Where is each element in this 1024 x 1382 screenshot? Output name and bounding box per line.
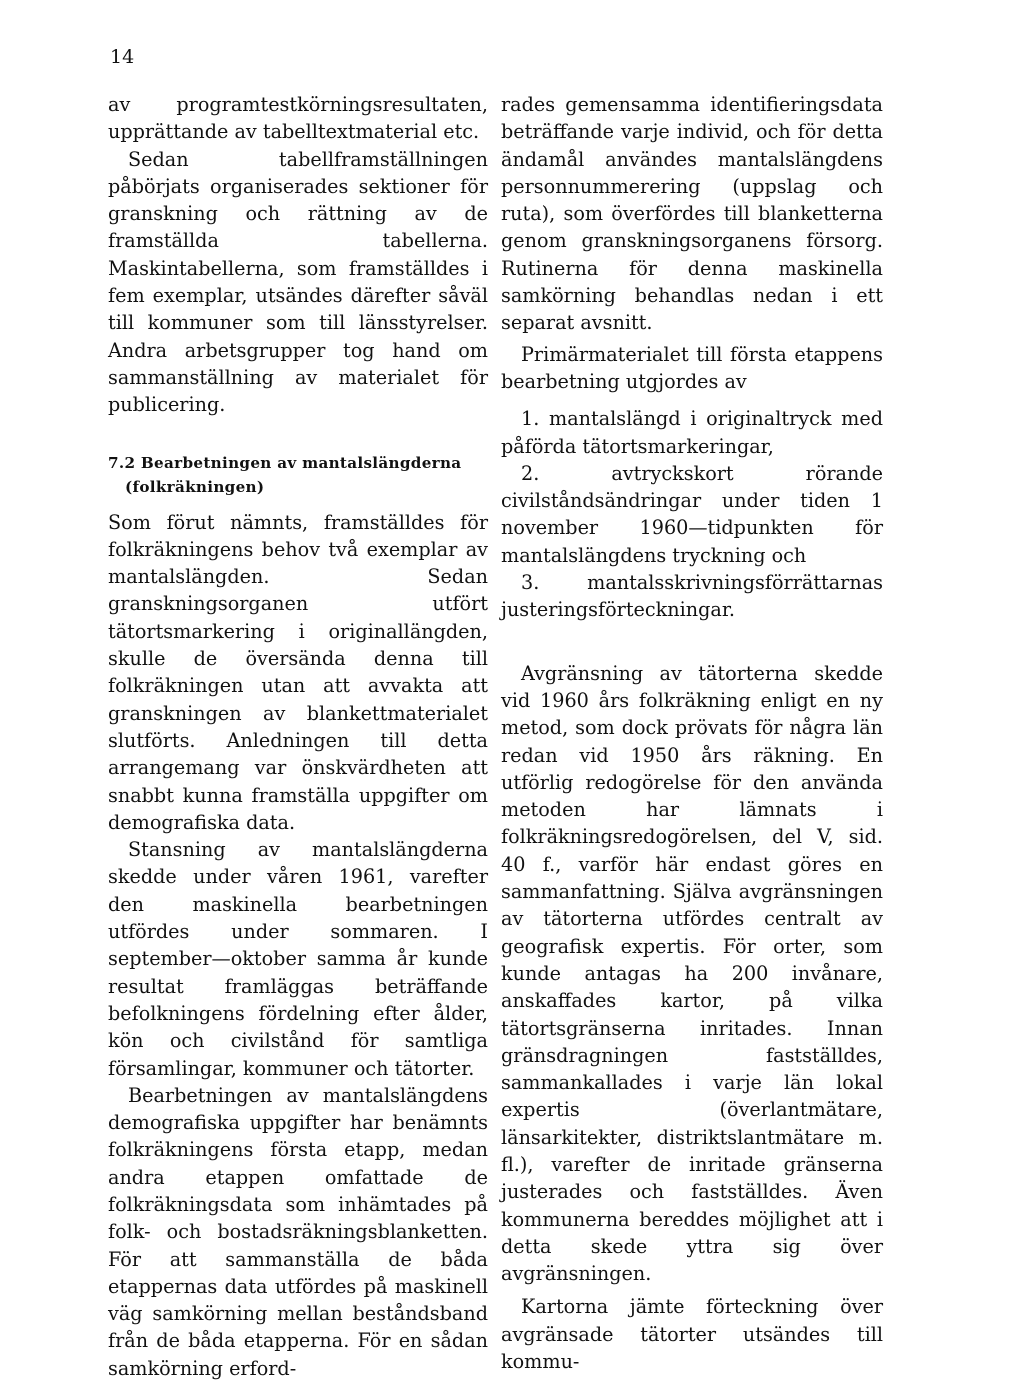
paragraph: Kartorna jämte förteckning över avgränsade tätorter utsändes till kommu- bbox=[501, 1295, 883, 1374]
section-title-line2: (folkräkningen) bbox=[125, 477, 265, 496]
paragraph: Avgränsning av tätorterna skedde vid 1960 års folkräkning enligt en ny metod, som dock prövats för några län redan vid 1950 års räkning. En utförlig redogörelse för den använda metoden har lämnats i folkräkningsredogörelsen, del V, sid. 40 f., varför här endast göres en sammanfattning. Själva avgränsningen av tätorterna utfördes centralt av geografisk expertis. För orter, som kunde antagas ha 200 invånare, anskaffades kartor, på vilka tätortsgränserna inritades. Innan gränsdragningen fastställdes, sammankallades i varje län lokal expertis (överlantmätare, länsarkitekter, distriktslantmätare m. fl.), varefter de inritade gränserna justerades och fastställdes. Även kommunerna bereddes möjlighet att i detta skede yttra sig över avgränsningen. bbox=[501, 661, 883, 1286]
paragraph: Primärmaterialet till första etappens bearbetning utgjordes av bbox=[501, 342, 883, 393]
left-column bbox=[108, 91, 488, 1382]
section-number: 7.2 bbox=[108, 453, 136, 472]
section-title-line1: Bearbetningen av mantalslängderna bbox=[140, 453, 462, 472]
section-heading bbox=[108, 451, 488, 499]
list-item: 2. avtryckskort rörande civilståndsändringar under tiden 1 november 1960—tidpunkten för mantalslängdens tryckning och bbox=[501, 461, 883, 567]
list-item: 3. mantalsskrivningsförrättarnas justeringsförteckningar. bbox=[501, 571, 883, 622]
paragraph: av programtestkörningsresultaten, upprättande av tabelltextmaterial etc. bbox=[108, 93, 488, 144]
paragraph: Sedan tabellframställningen påbörjats organiserades sektioner för granskning och rättning av de framställda tabellerna. Maskintabellerna, som framställdes i fem exemplar, utsändes därefter såväl till kommuner som till länsstyrelser. Andra arbetsgrupper tog hand om sammanställning av materialet för publicering. bbox=[108, 147, 488, 417]
paragraph: Som förut nämnts, framställdes för folkräkningens behov två exemplar av mantalslängden. Sedan granskningsorganen utfört tätortsmarkering i originallängden, skulle de översända denna till folkräkningen utan att avvakta att granskningen av blankettmaterialet slutförts. Anledningen till detta arrangemang var önskvärdheten att snabbt kunna framställa uppgifter om demografiska data. bbox=[108, 510, 488, 834]
right-column bbox=[501, 91, 883, 1375]
paragraph: Stansning av mantalslängderna skedde under våren 1961, varefter den maskinella bearbetningen utfördes under sommaren. I september—oktober samma år kunde resultat framläggas beträffande befolkningens fördelning efter ålder, kön och civilstånd för samtliga församlingar, kommuner och tätorter. bbox=[108, 838, 488, 1080]
paragraph: rades gemensamma identifieringsdata beträffande varje individ, och för detta ändamål användes mantalslängdens personnummerering (uppslag och ruta), som överfördes till blanketterna genom granskningsorganens försorg. Rutinerna för denna maskinella samkörning behandlas nedan i ett separat avsnitt. bbox=[501, 93, 883, 335]
page-number: 14 bbox=[110, 46, 135, 68]
list-item: 1. mantalslängd i originaltryck med påförda tätortsmarkeringar, bbox=[501, 407, 883, 458]
paragraph: Bearbetningen av mantalslängdens demografiska uppgifter har benämnts folkräkningens första etapp, medan andra etappen omfattade de folkräkningsdata som inhämtades på folk- och bostadsräkningsblanketten. För att sammanställa de båda etappernas data utfördes på maskinell väg samkörning mellan beståndsband från de båda etapperna. För en sådan samkörning erford- bbox=[108, 1083, 488, 1380]
source-material-list bbox=[501, 405, 883, 623]
